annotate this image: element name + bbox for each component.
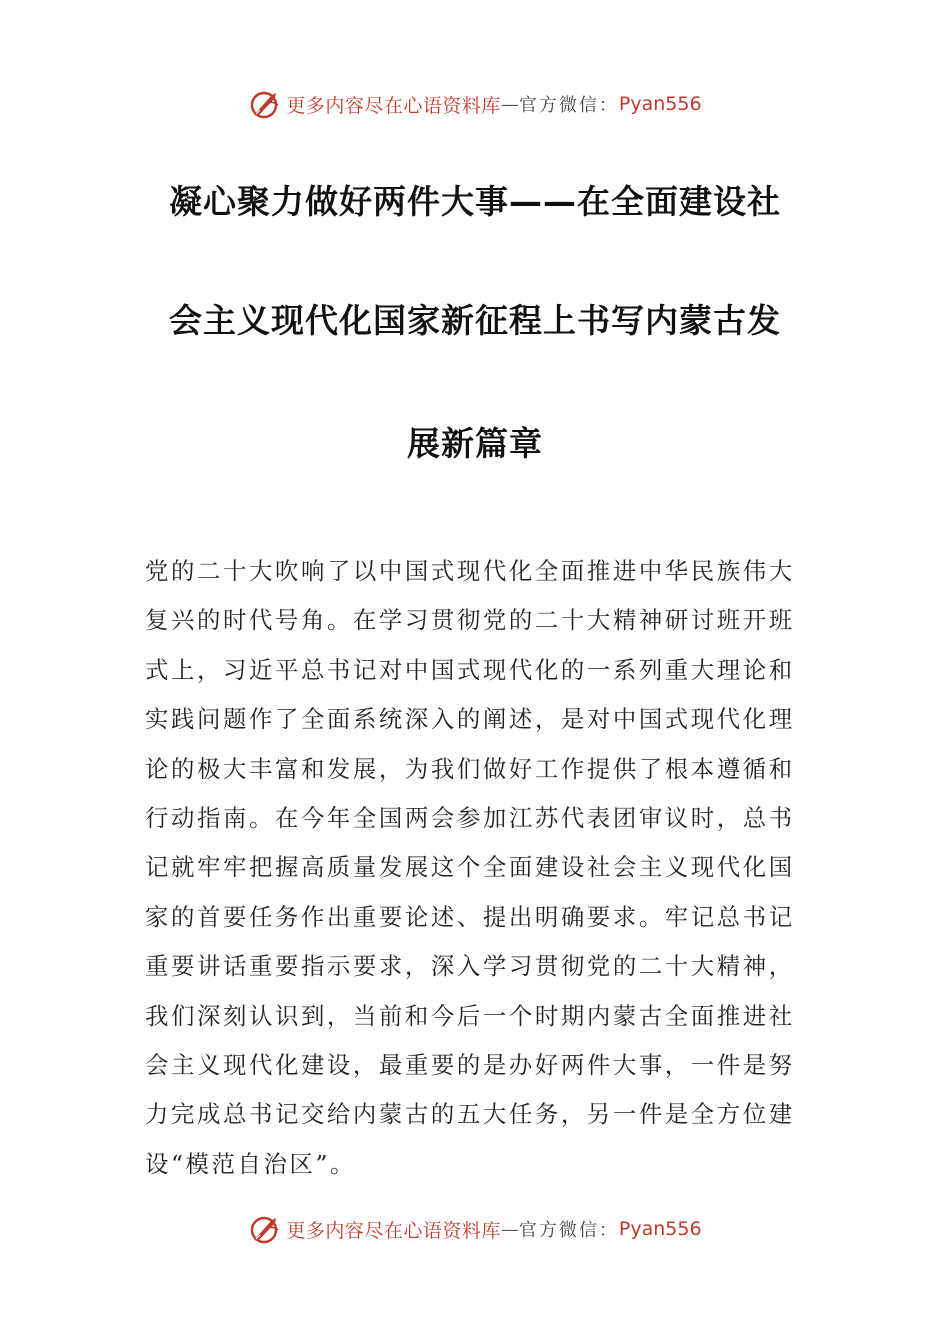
pen-logo-icon xyxy=(248,1212,282,1246)
watermark-wechat-label: 官方微信： xyxy=(518,1220,619,1241)
watermark-wechat-label: 官方微信： xyxy=(518,95,619,116)
document-title-line-2: 会主义现代化国家新征程上书写内蒙古发 xyxy=(169,301,781,340)
body-line: 复兴的时代号角。在学习贯彻党的二十大精神研讨班开班 xyxy=(145,606,795,635)
body-line: 设“模范自治区”。 xyxy=(145,1149,357,1178)
body-line: 重要讲话重要指示要求，深入学习贯彻党的二十大精神， xyxy=(145,952,795,981)
watermark-red-text: 更多内容尽在心语资料库 xyxy=(286,94,501,117)
body-line: 家的首要任务作出重要论述、提出明确要求。牢记总书记 xyxy=(145,902,795,931)
body-line: 论的极大丰富和发展，为我们做好工作提供了根本遵循和 xyxy=(145,754,795,783)
footer-watermark xyxy=(0,1209,950,1249)
document-title-line-3: 展新篇章 xyxy=(407,424,543,463)
body-line: 会主义现代化建设，最重要的是办好两件大事，一件是努 xyxy=(145,1050,795,1079)
watermark-dash: — xyxy=(500,1218,519,1240)
watermark-dash: — xyxy=(500,93,519,115)
body-line: 党的二十大吹响了以中国式现代化全面推进中华民族伟大 xyxy=(145,557,795,585)
document-title-line-1: 凝心聚力做好两件大事——在全面建设社 xyxy=(169,182,781,221)
body-line: 记就牢牢把握高质量发展这个全面建设社会主义现代化国 xyxy=(145,853,795,882)
watermark-wechat-id: Pyan556 xyxy=(618,1218,702,1240)
body-line: 式上，习近平总书记对中国式现代化的一系列重大理论和 xyxy=(145,655,795,684)
body-line: 力完成总书记交给内蒙古的五大任务，另一件是全方位建 xyxy=(145,1100,795,1129)
body-line: 我们深刻认识到，当前和今后一个时期内蒙古全面推进社 xyxy=(145,1001,795,1030)
body-line: 行动指南。在今年全国两会参加江苏代表团审议时，总书 xyxy=(145,803,795,832)
body-paragraph xyxy=(145,547,810,1189)
pen-logo-icon xyxy=(248,87,282,121)
body-line: 实践问题作了全面系统深入的阐述，是对中国式现代化理 xyxy=(145,705,795,734)
watermark-wechat-id: Pyan556 xyxy=(618,93,702,115)
header-watermark xyxy=(0,84,950,124)
watermark-red-text: 更多内容尽在心语资料库 xyxy=(286,1219,501,1242)
